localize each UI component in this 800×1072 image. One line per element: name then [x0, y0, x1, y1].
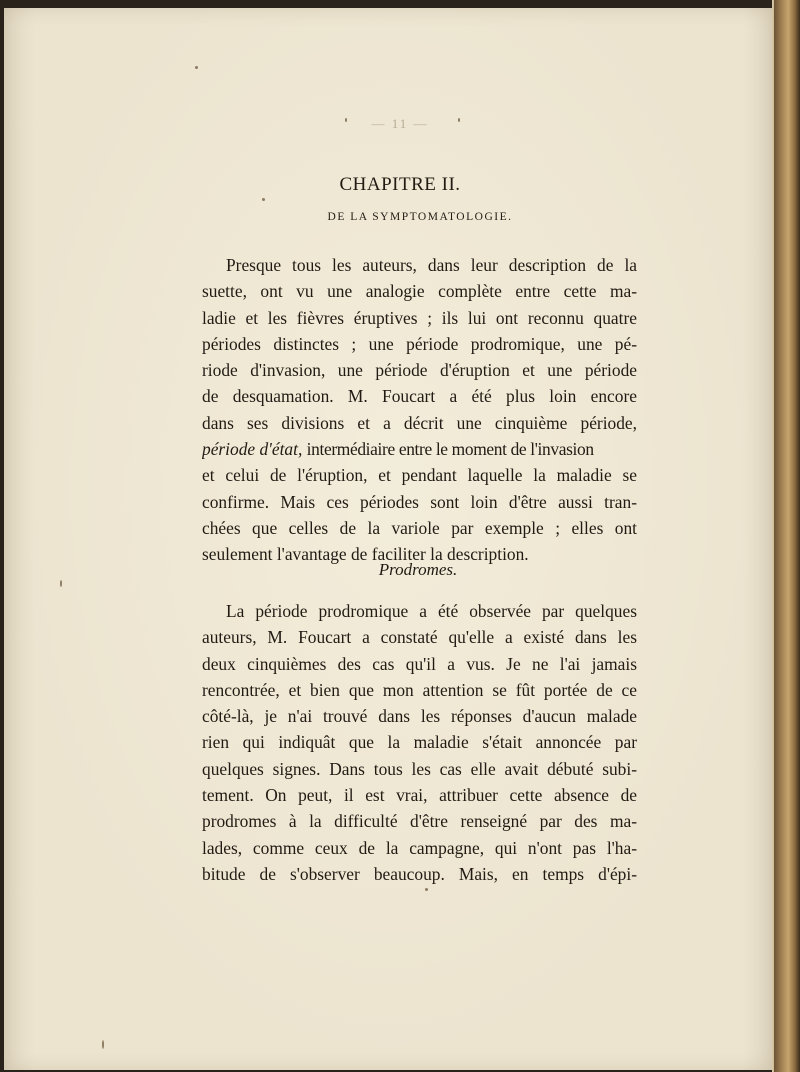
text-line: confirme. Mais ces périodes sont loin d'être aussi tran- [202, 491, 637, 512]
paper-speck [425, 888, 428, 891]
text-line: deux cinquièmes des cas qu'il a vus. Je ne l'ai jamais [202, 653, 637, 674]
paper-speck [60, 580, 62, 587]
text-line: ladie et les fièvres éruptives ; ils lui ont reconnu quatre [202, 307, 637, 328]
text-line: rien qui indiquât que la maladie s'était annoncée par [202, 732, 637, 753]
paper-speck [195, 66, 198, 69]
text-line: bitude de s'observer beaucoup. Mais, en temps d'épi- [202, 863, 637, 884]
text-line: côté-là, je n'ai trouvé dans les réponses d'aucun malade [202, 706, 637, 727]
paragraph-symptomatology [202, 252, 637, 568]
text-line: auteurs, M. Foucart a constaté qu'elle a existé dans les [202, 627, 637, 648]
text-line: suette, ont vu une analogie complète entre cette ma- [202, 281, 637, 302]
text-line: Presque tous les auteurs, dans leur description de la [226, 255, 637, 275]
text-line: périodes distinctes ; une période prodromique, une pé- [202, 333, 637, 354]
book-edge [774, 0, 800, 1072]
text-fragment: intermédiaire entre le moment de l'invasion [306, 439, 594, 460]
paragraph-prodromes [202, 598, 637, 887]
chapter-title: CHAPITRE II. [339, 174, 461, 195]
text-line: de desquamation. M. Foucart a été plus loin encore [202, 386, 637, 407]
chapter-subtitle: DE LA SYMPTOMATOLOGIE. [327, 211, 513, 223]
text-line: prodromes à la difficulté d'être renseigné par des ma- [202, 811, 637, 832]
text-line: La période prodromique a été observée par quelques [226, 601, 637, 621]
text-line: riode d'invasion, une période d'éruption et une période [202, 360, 637, 381]
italic-term: période d'état, [202, 439, 303, 460]
text-line: et celui de l'éruption, et pendant laquelle la maladie se [202, 465, 637, 486]
text-line: lades, comme ceux de la campagne, qui n'ont pas l'ha- [202, 837, 637, 858]
text-line [202, 436, 637, 462]
text-line: dans ses divisions et a décrit une cinquième période, [202, 412, 637, 433]
text-line: rencontrée, et bien que mon attention se fût portée de ce [202, 679, 637, 700]
text-line: chées que celles de la variole par exemple ; elles ont [202, 517, 637, 538]
text-line: quelques signes. Dans tous les cas elle avait débuté subi- [202, 758, 637, 779]
text-line: seulement l'avantage de faciliter la description. [202, 544, 529, 565]
paper-speck [262, 198, 265, 201]
section-title: Prodromes. [378, 560, 458, 579]
paper-speck [102, 1040, 104, 1049]
page-number: — 11 — [371, 116, 429, 131]
text-line: tement. On peut, il est vrai, attribuer cette absence de [202, 785, 637, 806]
